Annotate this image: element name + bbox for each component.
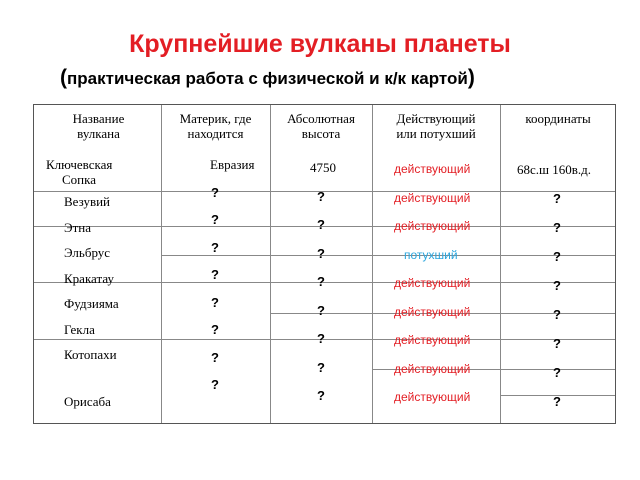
page-title: Крупнейшие вулканы планеты xyxy=(129,30,511,58)
volcano-name-line: Этна xyxy=(64,219,91,235)
header-continent xyxy=(162,111,269,141)
cell-coords: ? xyxy=(553,365,561,380)
page-subtitle xyxy=(60,66,475,90)
header-height xyxy=(271,111,371,141)
cell-name xyxy=(64,245,110,260)
cell-name xyxy=(64,220,91,235)
cell-height: ? xyxy=(317,302,325,318)
cell-status: действующий xyxy=(394,190,471,205)
header-name xyxy=(37,111,160,141)
cell-height: ? xyxy=(317,331,325,346)
header-line: Действующий xyxy=(396,111,476,126)
header-line: находится xyxy=(187,126,244,141)
header-status xyxy=(373,111,499,141)
cell-name xyxy=(46,157,112,187)
cell-height: ? xyxy=(317,217,325,232)
cell-coords: ? xyxy=(553,220,561,235)
header-line: координаты xyxy=(525,111,591,126)
header-line: Название xyxy=(72,111,125,126)
cell-continent: ? xyxy=(211,349,219,365)
header-line: Абсолютная xyxy=(287,111,355,126)
cell-continent: ? xyxy=(211,294,219,310)
header-coords xyxy=(501,111,615,126)
row-divider xyxy=(161,255,615,256)
cell-name xyxy=(64,194,110,209)
column-divider xyxy=(161,105,162,423)
cell-height: ? xyxy=(317,388,325,403)
header-line: высота xyxy=(301,126,341,141)
volcano-name-line: Везувий xyxy=(64,194,111,209)
cell-coords: ? xyxy=(553,191,561,206)
cell-coords: ? xyxy=(553,249,561,264)
cell-status: потухший xyxy=(404,247,458,262)
subtitle-text: практическая работа с физической и к/к картой xyxy=(67,69,468,88)
cell-continent: ? xyxy=(211,184,219,200)
cell-continent: ? xyxy=(211,322,219,337)
column-divider xyxy=(270,105,271,423)
volcano-name-line: Орисаба xyxy=(64,394,111,409)
cell-status: действующий xyxy=(394,162,471,176)
volcano-name-line: Ключевская xyxy=(46,157,113,172)
cell-name xyxy=(64,296,119,311)
column-divider xyxy=(500,105,501,423)
cell-status: действующий xyxy=(394,361,471,376)
cell-continent: ? xyxy=(211,212,219,227)
header-line: или потухший xyxy=(396,126,476,141)
cell-status: действующий xyxy=(394,219,471,233)
subtitle-open-paren: ( xyxy=(60,66,67,89)
cell-continent: ? xyxy=(211,267,219,282)
header-line: Материк, где xyxy=(179,111,252,126)
volcano-name-line: Гекла xyxy=(64,321,95,337)
cell-coords: ? xyxy=(553,336,561,351)
volcano-name-line: Эльбрус xyxy=(64,245,111,260)
cell-coords: 68с.ш 160в.д. xyxy=(517,162,592,177)
cell-height: ? xyxy=(317,359,325,375)
cell-coords: ? xyxy=(553,307,561,322)
column-divider xyxy=(372,105,373,423)
header-line: вулкана xyxy=(77,126,120,141)
cell-status: действующий xyxy=(394,276,471,290)
cell-name xyxy=(64,322,95,337)
cell-continent: Евразия xyxy=(210,157,255,172)
cell-coords: ? xyxy=(553,394,561,409)
volcano-name-line: Кракатау xyxy=(64,270,114,286)
cell-height: ? xyxy=(317,188,325,204)
cell-height: 4750 xyxy=(310,160,336,175)
volcano-table xyxy=(33,104,616,424)
cell-status: действующий xyxy=(394,333,471,347)
volcano-name-line: Фудзияма xyxy=(64,296,119,311)
cell-coords: ? xyxy=(553,278,561,293)
volcano-name-line: Котопахи xyxy=(64,347,117,362)
cell-name xyxy=(64,394,111,409)
volcano-name-line: Сопка xyxy=(62,172,97,187)
cell-height: ? xyxy=(317,274,325,289)
cell-status: действующий xyxy=(394,304,471,319)
subtitle-close-paren: ) xyxy=(467,66,475,89)
cell-continent: ? xyxy=(211,239,219,255)
cell-continent: ? xyxy=(211,377,219,392)
cell-status: действующий xyxy=(394,390,471,404)
cell-name xyxy=(64,347,117,362)
cell-height: ? xyxy=(317,245,325,261)
cell-name xyxy=(64,271,114,286)
